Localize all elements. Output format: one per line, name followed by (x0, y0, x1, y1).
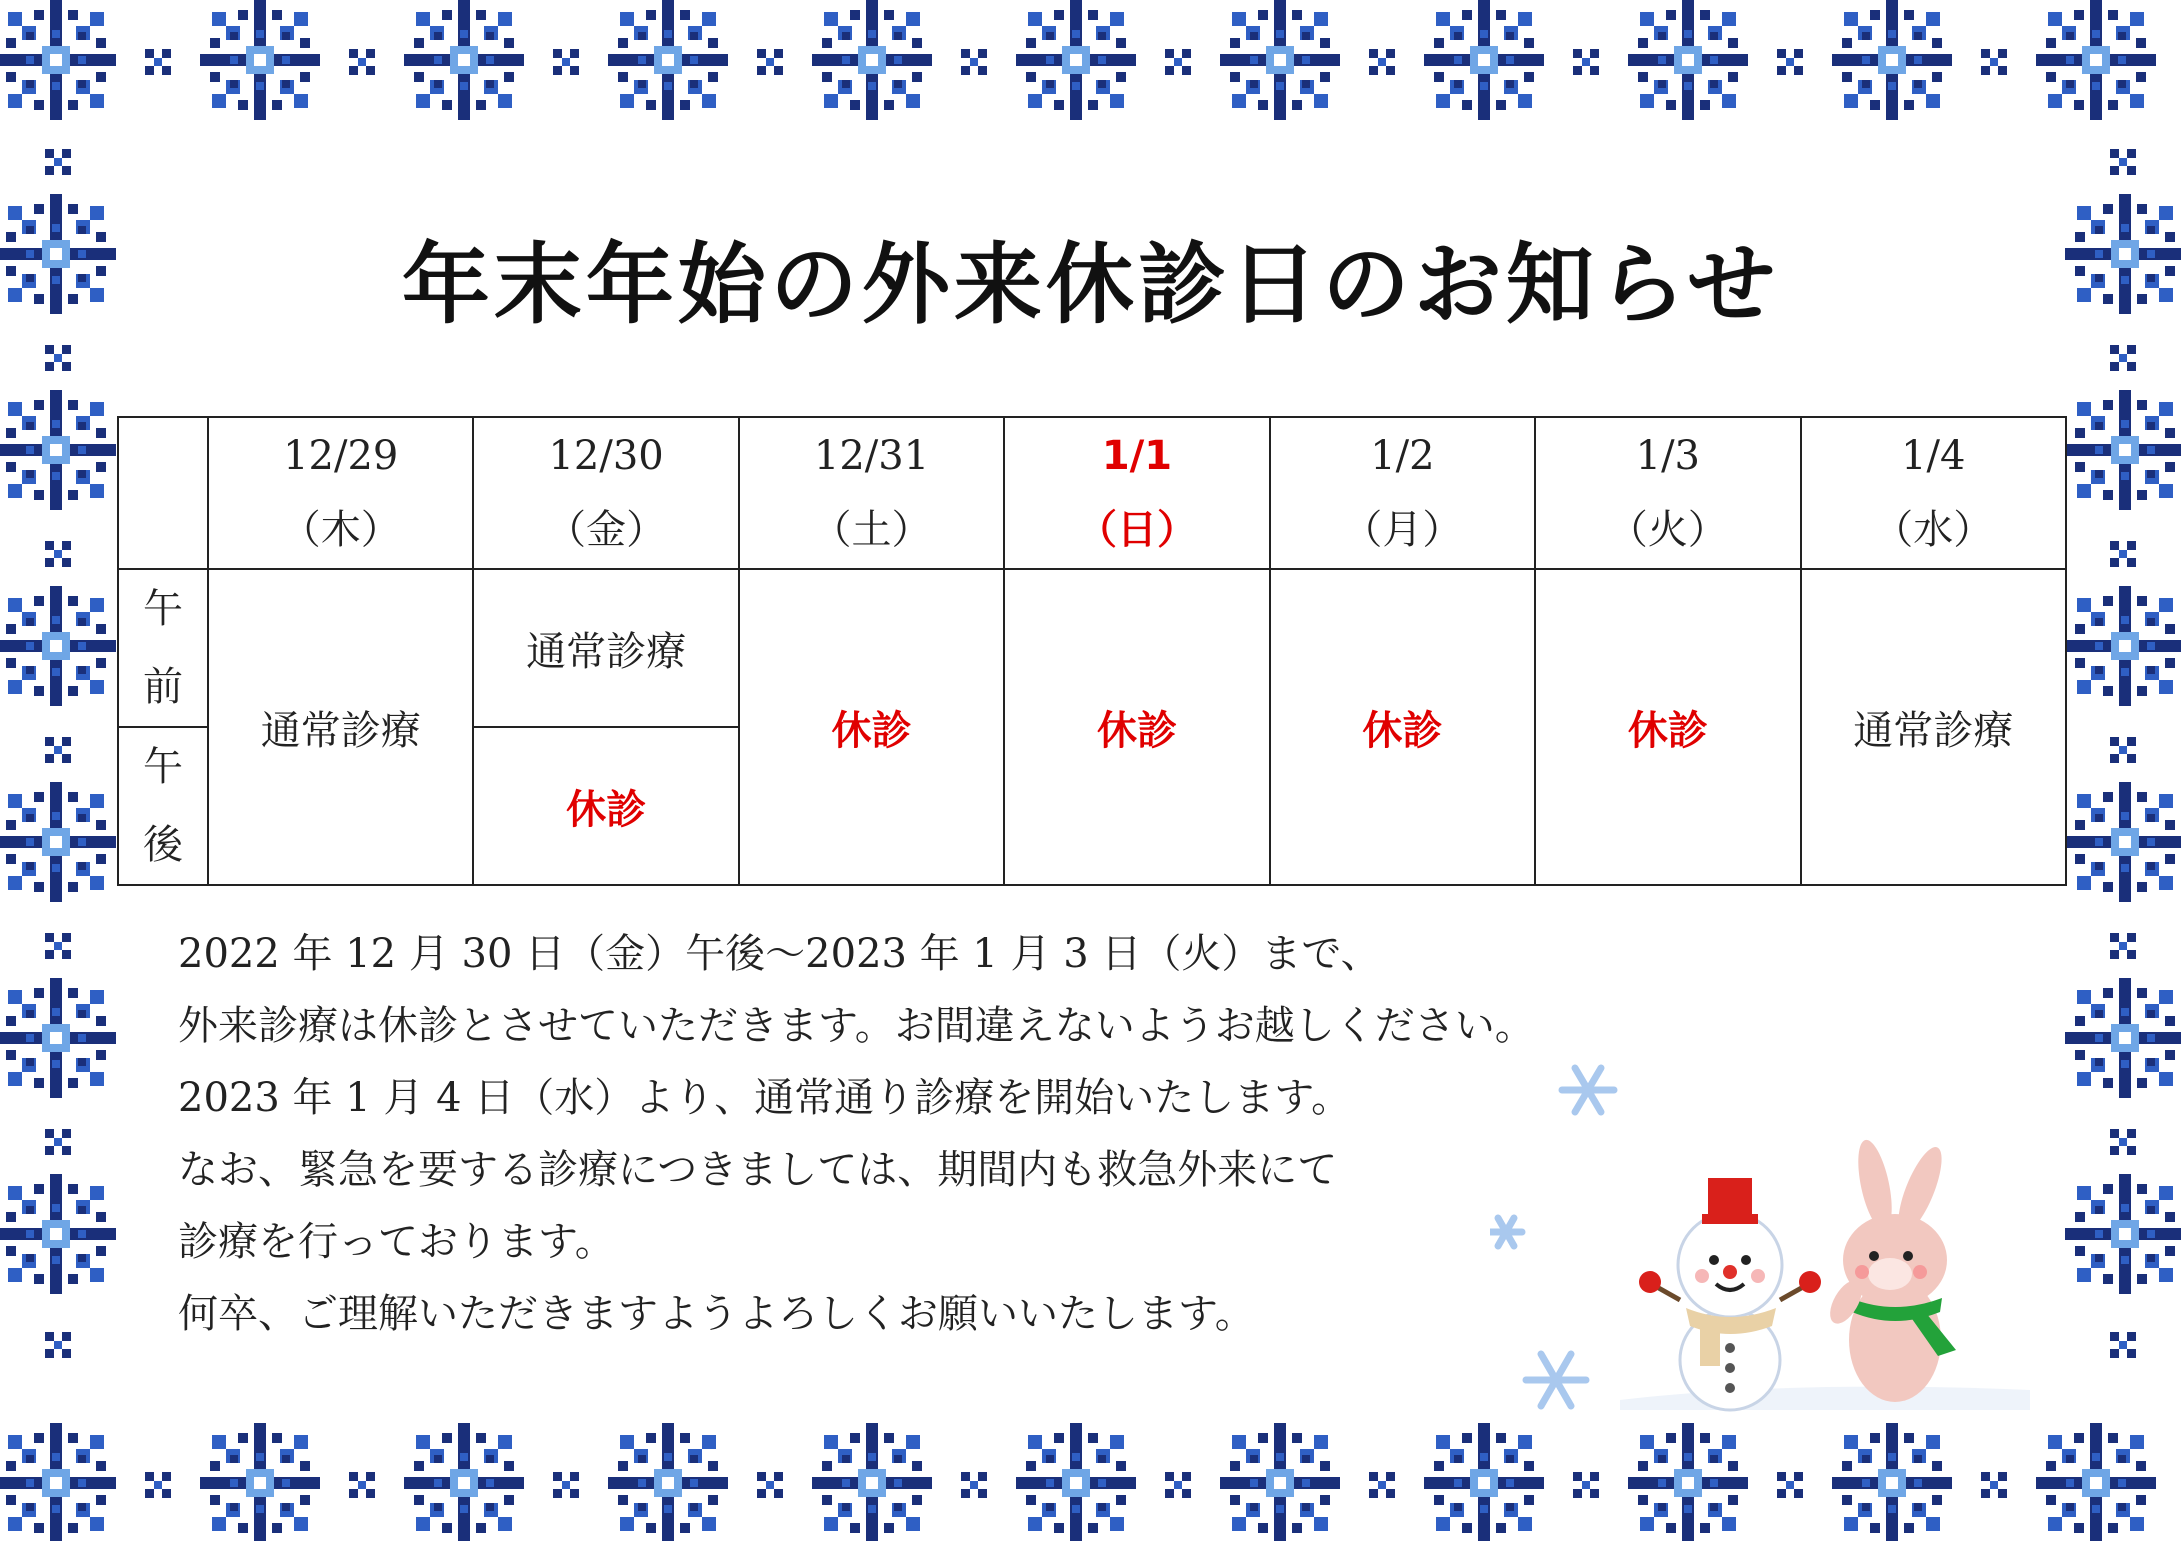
cross-stitch-icon (145, 49, 171, 75)
snowflake-icon (0, 782, 116, 902)
notice-line: 外来診療は休診とさせていただきます。お間違えないようお越しください。 (178, 1003, 1535, 1049)
snowflake-icon (2065, 978, 2181, 1098)
light-snowflake-icon (1490, 1068, 1614, 1406)
snowflake-icon (1016, 1423, 1136, 1541)
snowflake-icon (1424, 1423, 1544, 1541)
notice-line: なお、緊急を要する診療につきましては、期間内も救急外来にて (178, 1147, 1338, 1193)
snowflake-icon (1424, 0, 1544, 120)
cross-stitch-icon (757, 49, 783, 75)
rabbit-icon (1824, 1137, 1956, 1402)
cross-stitch-icon (45, 1129, 71, 1155)
snowflake-icon (2065, 390, 2181, 510)
cell-1231: 休診 (739, 569, 1004, 885)
snowflake-icon (2065, 1174, 2181, 1294)
cross-stitch-icon (1369, 49, 1395, 75)
cell-0101: 休診 (1004, 569, 1269, 885)
schedule-table (117, 416, 2067, 886)
cross-stitch-icon (45, 345, 71, 371)
snowflake-icon (0, 390, 116, 510)
cross-stitch-icon (2110, 1332, 2136, 1358)
cross-stitch-icon (2110, 149, 2136, 175)
snowman-icon (1639, 1178, 1821, 1410)
cross-stitch-icon (2110, 1129, 2136, 1155)
cross-stitch-icon (2110, 933, 2136, 959)
cross-stitch-icon (961, 49, 987, 75)
snowflake-icon (200, 0, 320, 120)
cell-1230-pm: 休診 (473, 727, 738, 885)
snowflake-icon (0, 0, 116, 120)
cross-stitch-icon (1165, 49, 1191, 75)
snowflake-icon (2036, 1423, 2156, 1541)
cell-0104: 通常診療 (1801, 569, 2066, 885)
cross-stitch-icon (757, 1472, 783, 1498)
date-cell-1231: 12/31 （土） (739, 417, 1004, 569)
cross-stitch-icon (1369, 1472, 1395, 1498)
date-cell-1229: 12/29 （木） (208, 417, 473, 569)
date-cell-0103: 1/3 （火） (1535, 417, 1800, 569)
cross-stitch-icon (349, 49, 375, 75)
cross-stitch-icon (553, 49, 579, 75)
snowflake-icon (1832, 0, 1952, 120)
snowflake-icon (1016, 0, 1136, 120)
cell-0103: 休診 (1535, 569, 1800, 885)
cross-stitch-icon (45, 1332, 71, 1358)
cross-stitch-icon (961, 1472, 987, 1498)
date-header-row (118, 417, 2066, 569)
cross-stitch-icon (2110, 345, 2136, 371)
snowflake-icon (2065, 586, 2181, 706)
snowflake-icon (1628, 0, 1748, 120)
cell-1229: 通常診療 (208, 569, 473, 885)
cross-stitch-icon (45, 933, 71, 959)
cross-stitch-icon (1981, 1472, 2007, 1498)
cross-stitch-icon (349, 1472, 375, 1498)
snowflake-icon (812, 1423, 932, 1541)
snowflake-icon (2036, 0, 2156, 120)
snowflake-icon (404, 0, 524, 120)
snowflake-icon (200, 1423, 320, 1541)
cross-stitch-icon (1165, 1472, 1191, 1498)
date-cell-0101: 1/1 （日） (1004, 417, 1269, 569)
cross-stitch-icon (553, 1472, 579, 1498)
snowflake-icon (0, 1174, 116, 1294)
cross-stitch-icon (1981, 49, 2007, 75)
notice-text (178, 918, 1535, 1350)
cell-1230-am: 通常診療 (473, 569, 738, 727)
cross-stitch-icon (45, 149, 71, 175)
page-title: 年末年始の外来休診日のお知らせ (401, 233, 1780, 336)
cross-stitch-icon (145, 1472, 171, 1498)
cross-stitch-icon (1777, 49, 1803, 75)
snowflake-icon (608, 0, 728, 120)
cross-stitch-icon (45, 541, 71, 567)
am-row (118, 569, 2066, 727)
corner-cell (118, 417, 208, 569)
cross-stitch-icon (1573, 1472, 1599, 1498)
notice-line: 診療を行っております。 (178, 1219, 615, 1265)
date-cell-0104: 1/4 （水） (1801, 417, 2066, 569)
date-cell-1230: 12/30 （金） (473, 417, 738, 569)
snowflake-icon (608, 1423, 728, 1541)
snowflake-icon (404, 1423, 524, 1541)
cross-stitch-icon (45, 737, 71, 763)
notice-line: 何卒、ご理解いただきますようよろしくお願いいたします。 (178, 1291, 1255, 1337)
snowflake-icon (1628, 1423, 1748, 1541)
snowflake-icon (1220, 0, 1340, 120)
snowflake-icon (0, 1423, 116, 1541)
notice-line: 2023 年 1 月 4 日（水）より、通常通り診療を開始いたします。 (178, 1075, 1352, 1121)
cross-stitch-icon (1573, 49, 1599, 75)
snowflake-icon (0, 978, 116, 1098)
snowman-rabbit-illustration (1490, 1050, 2050, 1430)
cross-stitch-icon (2110, 737, 2136, 763)
snowflake-icon (1220, 1423, 1340, 1541)
cross-stitch-icon (2110, 541, 2136, 567)
cross-stitch-icon (1777, 1472, 1803, 1498)
am-label: 午 前 (118, 569, 208, 727)
snowflake-icon (2065, 782, 2181, 902)
cell-0102: 休診 (1270, 569, 1535, 885)
snowflake-icon (1832, 1423, 1952, 1541)
date-cell-0102: 1/2 （月） (1270, 417, 1535, 569)
snowflake-icon (812, 0, 932, 120)
notice-line: 2022 年 12 月 30 日（金）午後～2023 年 1 月 3 日（火）まで、 (178, 931, 1381, 977)
pm-label: 午 後 (118, 727, 208, 885)
snowflake-icon (0, 586, 116, 706)
